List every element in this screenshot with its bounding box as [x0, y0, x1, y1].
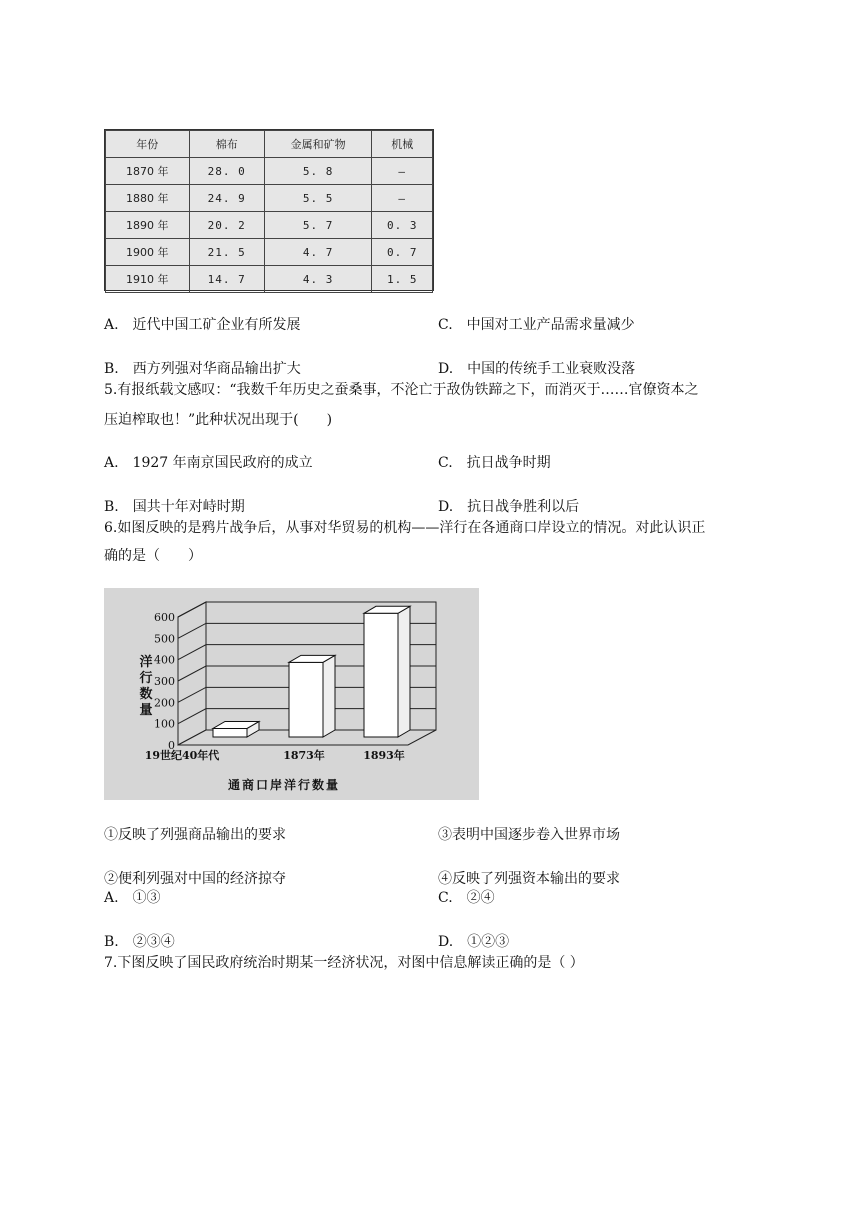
- table-row: [106, 185, 433, 212]
- y-tick-label: 0: [168, 739, 175, 752]
- y-tick-label: 500: [154, 632, 175, 646]
- table-row: [106, 212, 433, 239]
- q6-statement-4: ④反映了列强资本输出的要求: [438, 871, 620, 887]
- table-cell: 28. 0: [189, 158, 264, 185]
- table-header: 棉布: [189, 131, 264, 158]
- table-header: 年份: [106, 131, 190, 158]
- chart-x-ticks: [145, 748, 405, 762]
- table-cell: 1910 年: [106, 266, 190, 293]
- y-tick-label: 600: [154, 611, 175, 624]
- q4-option-d: D. 中国的传统手工业衰败没落: [438, 361, 636, 377]
- x-tick-label: 1893年: [363, 749, 405, 762]
- table-cell: 24. 9: [189, 185, 264, 212]
- q5-option-b: B. 国共十年对峙时期: [104, 499, 245, 515]
- q6-option-b: B. ②③④: [104, 934, 175, 950]
- q5-option-d: D. 抗日战争胜利以后: [438, 499, 580, 515]
- q6-stem-line2: 确的是（ ）: [104, 548, 202, 564]
- table-cell: 1. 5: [372, 266, 433, 293]
- q6-statement-2: ②便利列强对中国的经济掠夺: [104, 871, 286, 887]
- q6-stem-line1: 6.如图反映的是鸦片战争后，从事对华贸易的机构——洋行在各通商口岸设立的情况。对此认识正: [104, 520, 706, 536]
- table-cell: —: [372, 158, 433, 185]
- table-row: [106, 239, 433, 266]
- table-cell: 1880 年: [106, 185, 190, 212]
- table-cell: 4. 7: [264, 239, 372, 266]
- chart-title: 通商口岸洋行数量: [227, 778, 341, 792]
- q6-statement-1: ①反映了列强商品输出的要求: [104, 827, 286, 843]
- trade-table: [105, 130, 433, 293]
- q5-option-a: A. 1927 年南京国民政府的成立: [104, 455, 313, 471]
- q6-statement-3: ③表明中国逐步卷入世界市场: [438, 827, 620, 843]
- table-cell: 5. 8: [264, 158, 372, 185]
- table-cell: 14. 7: [189, 266, 264, 293]
- trade-table-image: [104, 129, 434, 291]
- table-header: 机械: [372, 131, 433, 158]
- table-cell: 20. 2: [189, 212, 264, 239]
- table-cell: 1870 年: [106, 158, 190, 185]
- bar-chart-svg: [104, 588, 479, 800]
- table-cell: 21. 5: [189, 239, 264, 266]
- table-cell: 5. 5: [264, 185, 372, 212]
- q5-stem-line1: 5.有报纸载文感叹：“我数千年历史之蚕桑事，不沦亡于敌伪铁蹄之下，而消灭于……官僚资本之: [104, 382, 699, 398]
- table-header-row: [106, 131, 433, 158]
- table-cell: 4. 3: [264, 266, 372, 293]
- y-tick-label: 300: [154, 675, 175, 688]
- table-cell: —: [372, 185, 433, 212]
- q6-option-a: A. ①③: [104, 890, 161, 906]
- table-cell: 5. 7: [264, 212, 372, 239]
- q5-stem-line2: 压迫榨取也！”此种状况出现于( ): [104, 412, 333, 428]
- trading-houses-chart: [104, 588, 479, 800]
- bar-side-face: [398, 606, 410, 737]
- y-tick-label: 100: [154, 717, 175, 731]
- bar-front-face: [364, 613, 398, 737]
- q6-option-c: C. ②④: [438, 890, 495, 906]
- q7-stem-line1: 7.下图反映了国民政府统治时期某一经济状况，对图中信息解读正确的是（ ）: [104, 955, 584, 971]
- y-tick-label: 400: [154, 653, 175, 667]
- bar-2: [289, 655, 335, 737]
- table-header: 金属和矿物: [264, 131, 372, 158]
- table-cell: 0. 7: [372, 239, 433, 266]
- table-row: [106, 266, 433, 293]
- table-cell: 1900 年: [106, 239, 190, 266]
- bar-3: [364, 606, 410, 737]
- table-cell: 1890 年: [106, 212, 190, 239]
- q4-option-c: C. 中国对工业产品需求量减少: [438, 317, 635, 333]
- table-cell: 0. 3: [372, 212, 433, 239]
- bar-front-face: [213, 728, 247, 737]
- q4-option-b: B. 西方列强对华商品输出扩大: [104, 361, 301, 377]
- chart-y-ticks: [154, 611, 175, 752]
- x-tick-label: 19世纪40年代: [144, 749, 220, 762]
- x-tick-label: 1873年: [283, 749, 325, 762]
- chart-y-label: 洋行数量: [139, 655, 153, 718]
- q6-option-d: D. ①②③: [438, 934, 510, 950]
- bar-front-face: [289, 662, 323, 737]
- y-tick-label: 200: [154, 696, 175, 710]
- bar-side-face: [323, 655, 335, 737]
- table-row: [106, 158, 433, 185]
- q5-option-c: C. 抗日战争时期: [438, 455, 551, 471]
- q4-option-a: A. 近代中国工矿企业有所发展: [104, 317, 301, 333]
